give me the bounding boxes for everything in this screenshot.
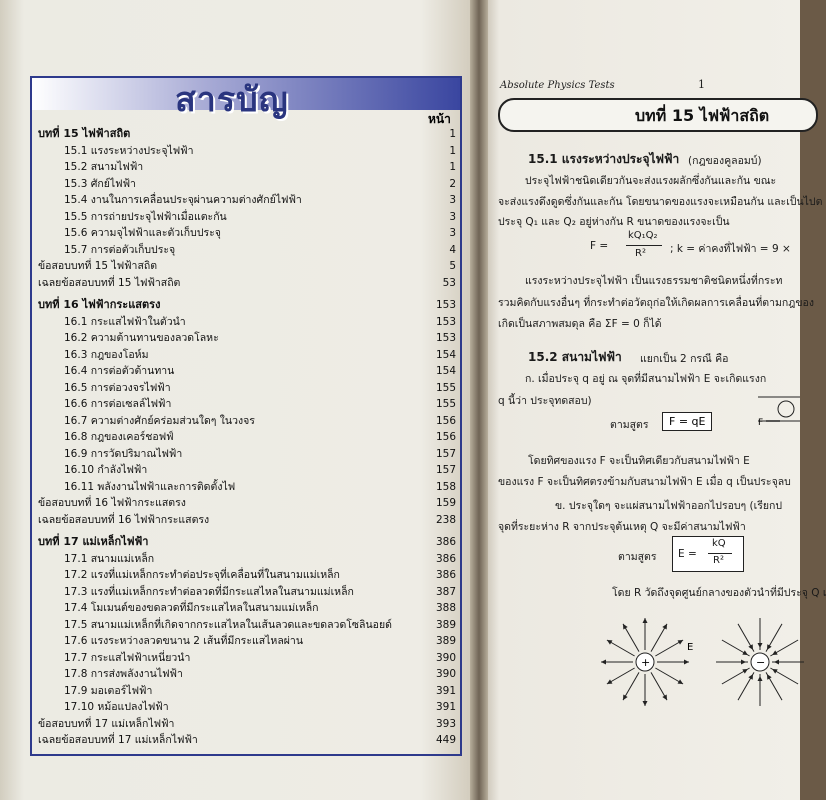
toc-entry-page: 154 [435,365,456,377]
toc-entry-page: 2 [449,177,456,190]
toc-row [38,275,456,292]
toc-entry-page: 155 [435,381,456,394]
toc-row [38,512,456,529]
force-label: F [758,418,764,428]
toc-entry-page: 156 [435,431,456,443]
toc-entry-title: 17.5 สนามแม่เหล็กที่เกิดจากกระแสไหลในเส้นลวดและขดลวดโซลินอยด์ [64,618,392,631]
toc-entry-page: 389 [435,635,456,647]
toc-row [38,380,456,397]
right-page [480,0,826,800]
formula-field-lhs: E = [678,548,697,560]
toc-entry-page: 388 [435,602,456,614]
toc-entry-title: เฉลยข้อสอบบทที่ 16 ไฟฟ้ากระแสตรง [38,513,210,526]
toc-entry-title: 17.2 แรงที่แม่เหล็กกระทำต่อประจุที่เคลื่อนที่ในสนามแม่เหล็ก [64,569,340,581]
toc-entry-title: 16.5 การต่อวงจรไฟฟ้า [64,381,171,394]
toc-entry-title: บทที่ 16 ไฟฟ้ากระแสตรง [38,298,161,311]
toc-entry-page: 1 [449,144,456,157]
toc-entry-title: 17.3 แรงที่แม่เหล็กกระทำต่อลวดที่มีกระแสไหลในสนามแม่เหล็ก [64,585,354,598]
body-text: แรงระหว่างประจุไฟฟ้า เป็นแรงธรรมชาติชนิดหนึ่งที่กระท [525,275,783,287]
toc-row [38,363,456,380]
toc-entry-title: 16.6 การต่อเซลล์ไฟฟ้า [64,398,172,410]
toc-row [38,176,456,193]
toc-entry-page: 53 [442,276,456,289]
formula-field-numerator: kQ [712,538,726,549]
toc-row [38,258,456,275]
toc-row [38,242,456,259]
page-column-label: หน้า [428,112,451,126]
book-spine [470,0,488,800]
toc-row [38,633,456,650]
toc-entry-page: 386 [435,552,456,565]
toc-entry-page: 238 [435,513,456,526]
toc-entry-title: เฉลยข้อสอบบทที่ 15 ไฟฟ้าสถิต [38,276,181,289]
toc-entry-title: 17.10 หม้อแปลงไฟฟ้า [64,701,169,713]
toc-row [38,396,456,413]
toc-entry-page: 157 [435,447,456,460]
formula-coulomb-lhs: F = [590,240,609,252]
body-text: โดย R วัดถึงจุดศูนย์กลางของตัวนำที่มีประจุ Q เ [612,587,826,599]
toc-row [38,683,456,700]
field-arrowhead [643,701,648,706]
toc-list [38,126,456,749]
toc-entry-page: 5 [449,260,456,272]
minus-sign: − [756,656,766,669]
toc-entry-page: 154 [435,348,456,361]
toc-entry-title: 15.3 ศักย์ไฟฟ้า [64,177,136,190]
body-text: q นี้ว่า ประจุทดสอบ) [498,395,592,407]
toc-row [38,617,456,634]
toc-entry-title: 16.2 ความต้านทานของลวดโลหะ [64,332,219,344]
toc-row [38,699,456,716]
toc-entry-page: 389 [435,618,456,631]
toc-entry-title: 17.6 แรงระหว่างลวดขนาน 2 เส้นที่มีกระแสไหลผ่าน [64,635,303,647]
toc-row [38,413,456,430]
field-label: E [687,642,694,653]
toc-row [38,584,456,601]
toc-entry-title: 15.2 สนามไฟฟ้า [64,161,144,173]
formula-label: ตามสูตร [610,419,649,431]
toc-entry-title: 15.4 งานในการเคลื่อนประจุผ่านความต่างศักย์ไฟฟ้า [64,194,302,206]
toc-entry-page: 393 [435,717,456,730]
toc-entry-page: 386 [435,569,456,581]
toc-row [38,716,456,733]
toc-row [38,159,456,176]
toc-entry-title: 17.9 มอเตอร์ไฟฟ้า [64,684,153,697]
body-text: จุดที่ระยะห่าง R จากประจุต้นเหตุ Q จะมีค่าสนามไฟฟ้า [498,521,746,533]
toc-row [38,347,456,364]
toc-entry-title: 16.3 กฎของโอห์ม [64,348,149,361]
toc-row [38,446,456,463]
toc-row [38,567,456,584]
toc-entry-page: 159 [435,497,456,509]
toc-entry-page: 157 [435,464,456,476]
body-text: ข. ประจุใดๆ จะแผ่สนามไฟฟ้าออกไปรอบๆ (เรียกป [555,500,783,512]
toc-entry-title: 16.7 ความต่างศักย์คร่อมส่วนใดๆ ในวงจร [64,414,255,427]
toc-title: สารบัญ [175,80,289,120]
formula-coulomb-numerator: kQ₁Q₂ [628,230,658,241]
toc-entry-page: 386 [435,536,456,548]
body-text: ก. เมื่อประจุ q อยู่ ณ จุดที่มีสนามไฟฟ้า E จะเกิดแรงก [525,373,767,385]
toc-row [38,551,456,568]
electric-field-diagrams [595,610,805,720]
toc-entry-page: 155 [435,398,456,410]
toc-entry-title: บทที่ 17 แม่เหล็กไฟฟ้า [38,535,149,548]
toc-entry-title: 17.1 สนามแม่เหล็ก [64,552,155,565]
section-15-1-heading: 15.1 แรงระหว่างประจุไฟฟ้า [528,152,680,166]
field-arrowhead [741,660,746,665]
toc-entry-page: 1 [449,161,456,173]
toc-row [38,314,456,331]
toc-entry-title: 15.7 การต่อตัวเก็บประจุ [64,243,176,256]
toc-entry-page: 387 [435,585,456,598]
body-text: จะส่งแรงดึงดูดซึ่งกันและกัน โดยขนาดของแรงจะเหมือนกัน และเป็นไปต [498,196,823,208]
body-text: เกิดเป็นสภาพสมดุล คือ ΣF = 0 ก็ได้ [498,318,662,330]
toc-row [38,650,456,667]
page-number: 1 [698,78,705,91]
toc-entry-title: 16.4 การต่อตัวต้านทาน [64,365,175,377]
toc-entry-page: 3 [449,227,456,239]
toc-row [38,666,456,683]
toc-entry-page: 391 [435,701,456,713]
body-text: ประจุ Q₁ และ Q₂ อยู่ห่างกัน R ขนาดของแรงจะเป็น [498,216,730,228]
toc-entry-page: 390 [435,668,456,680]
section-15-2-note: แยกเป็น 2 กรณี คือ [640,353,729,365]
toc-entry-title: เฉลยข้อสอบบทที่ 17 แม่เหล็กไฟฟ้า [38,734,198,746]
toc-entry-page: 158 [435,480,456,493]
chapter-title: บทที่ 15 ไฟฟ้าสถิต [635,106,770,125]
field-arrowhead [758,643,763,648]
plus-sign: + [641,656,651,669]
toc-row [38,495,456,512]
section-15-1-note: (กฎของคูลอมบ์) [688,155,762,167]
toc-entry-page: 156 [435,414,456,427]
toc-row [38,209,456,226]
running-header: Absolute Physics Tests [500,80,615,91]
toc-row [38,479,456,496]
fraction-bar [626,245,662,246]
formula-coulomb-denominator: R² [635,248,646,259]
toc-entry-page: 1 [449,128,456,140]
toc-entry-title: 16.11 พลังงานไฟฟ้าและการติดตั้งไฟ [64,480,236,493]
toc-row [38,225,456,242]
body-text: ประจุไฟฟ้าชนิดเดียวกันจะส่งแรงผลักซึ่งกันและกัน ขณะ [525,175,777,187]
toc-entry-page: 153 [435,332,456,344]
toc-chapter-row [38,534,456,551]
body-text: ของแรง F จะเป็นทิศตรงข้ามกับสนามไฟฟ้า E เมื่อ q เป็นประจุลบ [498,476,791,488]
toc-entry-title: 16.1 กระแสไฟฟ้าในตัวนำ [64,315,186,328]
toc-entry-title: ข้อสอบบทที่ 17 แม่เหล็กไฟฟ้า [38,717,175,730]
field-arrowhead [758,676,763,681]
body-text: รวมคิดกับแรงอื่นๆ ที่กระทำต่อวัตถุก่อให้เกิดผลการเคลื่อนที่ตามกฎของ [498,297,814,309]
toc-row [38,462,456,479]
toc-entry-title: ข้อสอบบทที่ 16 ไฟฟ้ากระแสตรง [38,497,186,509]
field-arrowhead [774,660,779,665]
toc-entry-title: 16.9 การวัดปริมาณไฟฟ้า [64,447,183,460]
toc-entry-title: 15.5 การถ่ายประจุไฟฟ้าเมื่อแตะกัน [64,210,227,223]
toc-entry-page: 390 [435,651,456,664]
formula-label: ตามสูตร [618,551,657,563]
toc-chapter-row [38,126,456,143]
force-field-diagram [750,385,810,435]
body-text: โดยทิศของแรง F จะเป็นทิศเดียวกับสนามไฟฟ้า E [528,455,750,467]
toc-entry-title: 16.10 กำลังไฟฟ้า [64,464,148,476]
formula-field-denominator: R² [713,555,724,566]
field-arrowhead [601,660,606,665]
toc-entry-page: 153 [435,299,456,311]
toc-entry-title: 17.4 โมเมนต์ของขดลวดที่มีกระแสไหลในสนามแม่เหล็ก [64,602,319,614]
section-15-2-heading: 15.2 สนามไฟฟ้า [528,350,622,364]
toc-row [38,192,456,209]
toc-row [38,732,456,749]
field-arrowhead [684,660,689,665]
toc-row [38,600,456,617]
toc-entry-page: 3 [449,210,456,223]
toc-chapter-row [38,297,456,314]
toc-entry-page: 3 [449,194,456,206]
toc-entry-page: 449 [435,734,456,746]
toc-row [38,143,456,160]
toc-entry-page: 4 [449,243,456,256]
toc-entry-page: 391 [435,684,456,697]
toc-entry-title: 16.8 กฎของเคอร์ชอฟฟ์ [64,431,174,443]
toc-entry-title: 15.1 แรงระหว่างประจุไฟฟ้า [64,144,194,157]
fraction-bar [708,553,732,554]
toc-entry-title: 17.7 กระแสไฟฟ้าเหนี่ยวนำ [64,651,191,664]
toc-entry-title: 15.6 ความจุไฟฟ้าและตัวเก็บประจุ [64,227,221,239]
formula-coulomb-note: ; k = ค่าคงที่ไฟฟ้า = 9 × [670,243,791,255]
toc-entry-title: ข้อสอบบทที่ 15 ไฟฟ้าสถิต [38,260,158,272]
field-arrowhead [643,618,648,623]
toc-entry-title: บทที่ 15 ไฟฟ้าสถิต [38,127,131,140]
toc-row [38,330,456,347]
toc-entry-page: 153 [435,315,456,328]
toc-entry-title: 17.8 การส่งพลังงานไฟฟ้า [64,668,183,680]
toc-row [38,429,456,446]
formula-force-box: F = qE [662,412,712,431]
